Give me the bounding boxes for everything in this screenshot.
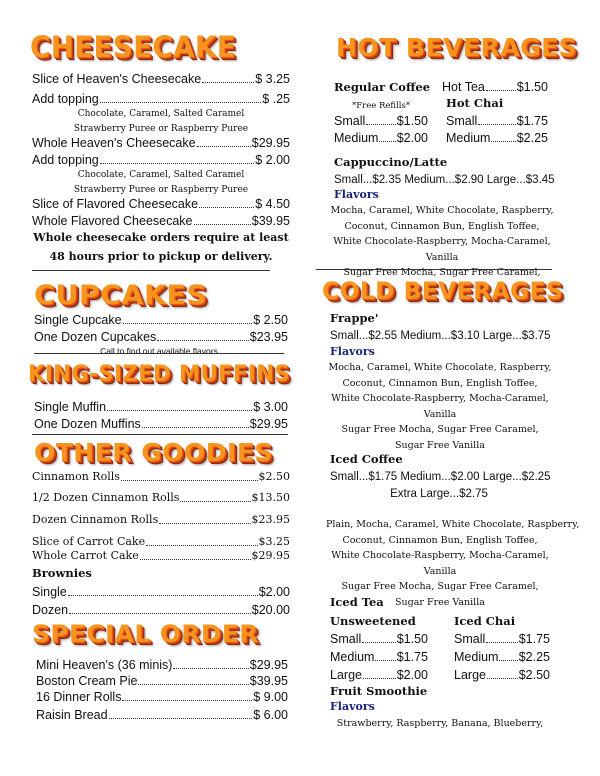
- item-label: Medium: [334, 131, 379, 145]
- item-label: One Dozen Muffins: [34, 417, 141, 431]
- flavor-line: Mocha, Caramel, White Chocolate, Raspberry,: [328, 362, 552, 373]
- item-label: Single: [32, 585, 67, 599]
- cold-beverages-header: COLD BEVERAGES: [322, 277, 564, 305]
- order-note-line-1: Whole cheesecake orders require at least: [33, 231, 289, 244]
- brownies-title: Brownies: [32, 566, 92, 580]
- cheesecake-header: CHEESECAKE: [30, 30, 237, 64]
- divider: [316, 269, 552, 270]
- item-price: $ 6.00: [253, 708, 288, 722]
- smoothie-flavors-list: Strawberry, Raspberry, Banana, Blueberry,: [336, 718, 544, 729]
- item-price: $2.00: [258, 585, 290, 599]
- flavor-line: White Chocolate-Raspberry, Mocha-Caramel,: [331, 550, 549, 561]
- item-price: $ 2.50: [253, 313, 288, 327]
- cappuccino-prices: Small...$2.35 Medium...$2.90 Large...$3.45: [334, 174, 555, 186]
- item-label: Small: [446, 114, 478, 128]
- menu-item-hot-tea: [442, 80, 548, 94]
- item-label: Whole Carrot Cake: [32, 549, 139, 562]
- topping-note-line: Strawberry Puree or Raspberry Puree: [73, 185, 249, 195]
- item-price: $ 3.00: [253, 400, 288, 414]
- menu-item-mini-heavens: [36, 658, 288, 672]
- item-label: Single Muffin: [34, 400, 107, 414]
- item-label: Slice of Carrot Cake: [32, 535, 146, 548]
- flavor-line: White Chocolate-Raspberry, Mocha-Caramel,: [331, 393, 549, 404]
- topping-note-line: Chocolate, Caramel, Salted Caramel: [77, 109, 245, 119]
- item-price: $ 3.25: [255, 72, 290, 86]
- menu-item-iced-chai-small: [454, 632, 550, 646]
- menu-item-single-brownie: [32, 585, 290, 599]
- item-price: $ .25: [262, 92, 290, 106]
- item-label: 16 Dinner Rolls: [36, 690, 122, 704]
- menu-item-whole-heaven: [32, 136, 290, 150]
- iced-coffee-title: Iced Coffee: [330, 452, 403, 466]
- item-label: Boston Cream Pie: [36, 674, 138, 688]
- item-price: $29.95: [249, 417, 288, 431]
- flavor-line: Vanilla: [423, 408, 457, 420]
- special-order-header: SPECIAL ORDER: [32, 620, 259, 648]
- item-price: $23.95: [249, 330, 288, 344]
- cupcakes-flavors-note: Call to find out available flavors: [100, 346, 218, 356]
- item-price: $29.95: [251, 136, 290, 150]
- item-label: Small: [330, 632, 362, 646]
- frappe-flavors-title: Flavors: [330, 345, 375, 358]
- item-label: One Dozen Cupcakes: [34, 330, 157, 344]
- hot-flavors-title: Flavors: [334, 188, 379, 201]
- hot-beverages-header: HOT BEVERAGES: [336, 33, 578, 62]
- menu-item-iced-chai-large: [454, 668, 550, 682]
- item-label: Small: [454, 632, 486, 646]
- flavor-line: Vanilla: [423, 565, 457, 577]
- item-price: $13.50: [251, 491, 290, 504]
- menu-item-dozen-muffins: [34, 417, 288, 431]
- divider: [34, 353, 284, 354]
- smoothie-title: Fruit Smoothie: [330, 684, 428, 698]
- menu-item-coffee-medium: [334, 131, 428, 145]
- flavor-line: White Chocolate-Raspberry, Mocha-Caramel,: [333, 236, 551, 247]
- item-price: $ 9.00: [253, 690, 288, 704]
- frappe-flavors-list: [326, 360, 554, 453]
- flavor-line: Sugar Free Vanilla: [395, 439, 485, 451]
- item-label: Whole Heaven's Cheesecake: [32, 136, 196, 150]
- smoothie-flavors-title: Flavors: [330, 700, 375, 713]
- menu-item-half-dozen-rolls: [32, 491, 290, 505]
- item-price: $1.75: [518, 632, 550, 646]
- item-price: $3.25: [258, 535, 290, 548]
- item-label: Dozen Cinnamon Rolls: [32, 513, 159, 526]
- menu-item-whole-carrot: [32, 549, 290, 563]
- item-price: $39.95: [251, 214, 290, 228]
- topping-note: [32, 168, 290, 198]
- menu-item-dinner-rolls: [36, 690, 288, 704]
- menu-item-coffee-small: [334, 114, 428, 128]
- unsweetened-title: Unsweetened: [330, 614, 416, 628]
- menu-item-tea-medium: [330, 650, 428, 664]
- flavor-line: Coconut, Cinnamon Bun, English Toffee,: [344, 220, 540, 232]
- menu-item-whole-flavored: [32, 214, 290, 228]
- frappe-title: Frappe': [330, 311, 379, 325]
- item-price: $1.50: [396, 632, 428, 646]
- flavor-line: Plain, Mocha, Caramel, White Chocolate, Raspberry,: [326, 519, 580, 530]
- item-label: Add topping: [32, 153, 99, 167]
- item-price: $23.95: [251, 513, 290, 526]
- flavor-line: Sugar Free Vanilla: [395, 596, 485, 608]
- item-label: Slice of Heaven's Cheesecake: [32, 72, 202, 86]
- item-label: Medium: [454, 650, 499, 664]
- menu-item-add-topping-whole: [32, 153, 290, 167]
- iced-coffee-xl: Extra Large...$2.75: [390, 488, 488, 500]
- menu-item-chai-small: [446, 114, 548, 128]
- item-price: $39.95: [249, 674, 288, 688]
- item-label: Small: [334, 114, 366, 128]
- item-price: $2.00: [396, 668, 428, 682]
- menu-item-tea-small: [330, 632, 428, 646]
- flavor-line: Sugar Free Mocha, Sugar Free Caramel,: [343, 267, 541, 278]
- item-label: Add topping: [32, 92, 99, 106]
- flavor-line: Sugar Free Mocha, Sugar Free Caramel,: [341, 424, 539, 435]
- iced-chai-title: Iced Chai: [454, 614, 516, 628]
- item-price: $ 2.00: [255, 153, 290, 167]
- item-label: Hot Tea: [442, 80, 485, 94]
- item-price: $29.95: [251, 549, 290, 562]
- item-label: Mini Heaven's (36 minis): [36, 658, 173, 672]
- item-price: $2.50: [258, 470, 290, 483]
- menu-item-single-cupcake: [34, 313, 288, 327]
- item-price: $2.00: [396, 131, 428, 145]
- item-label: Dozen: [32, 603, 69, 617]
- item-label: Single Cupcake: [34, 313, 122, 327]
- item-price: $1.75: [516, 114, 548, 128]
- item-price: $1.75: [396, 650, 428, 664]
- item-label: Cinnamon Rolls: [32, 470, 120, 483]
- menu-item-iced-chai-medium: [454, 650, 550, 664]
- item-label: Raisin Bread: [36, 708, 108, 722]
- menu-item-slice-flavored: [32, 197, 290, 211]
- menu-item-boston-cream: [36, 674, 288, 688]
- cappuccino-title: Cappuccino/Latte: [334, 155, 448, 169]
- topping-note: [32, 107, 290, 137]
- item-price: $20.00: [251, 603, 290, 617]
- divider: [32, 434, 288, 435]
- flavor-line: Mocha, Caramel, White Chocolate, Raspberry,: [330, 205, 554, 216]
- topping-note-line: Strawberry Puree or Raspberry Puree: [73, 124, 249, 134]
- iced-tea-title: Iced Tea: [330, 595, 384, 609]
- goodies-header: OTHER GOODIES: [34, 438, 273, 467]
- menu-item-slice-heaven: [32, 72, 290, 86]
- muffins-header: KING-SIZED MUFFINS: [28, 362, 291, 387]
- menu-item-add-topping-slice: [32, 92, 290, 106]
- menu-item-single-muffin: [34, 400, 288, 414]
- free-refills-note: *Free Refills*: [352, 101, 411, 111]
- item-label: 1/2 Dozen Cinnamon Rolls: [32, 491, 180, 504]
- menu-item-dozen-cupcakes: [34, 330, 288, 344]
- divider: [32, 270, 270, 271]
- order-note-line-2: 48 hours prior to pickup or delivery.: [49, 250, 273, 263]
- item-price: $ 4.50: [255, 197, 290, 211]
- item-label: Medium: [330, 650, 375, 664]
- item-price: $2.25: [518, 650, 550, 664]
- regular-coffee-title: Regular Coffee: [334, 80, 431, 94]
- menu-item-dozen-rolls: [32, 513, 290, 527]
- topping-note-line: Chocolate, Caramel, Salted Caramel: [77, 170, 245, 180]
- hot-chai-title: Hot Chai: [446, 96, 504, 110]
- menu-item-raisin-bread: [36, 708, 288, 722]
- item-price: $29.95: [249, 658, 288, 672]
- item-price: $2.50: [518, 668, 550, 682]
- frappe-prices: Small...$2.55 Medium...$3.10 Large...$3.75: [330, 330, 551, 342]
- iced-coffee-prices: Small...$1.75 Medium...$2.00 Large...$2.25: [330, 471, 551, 483]
- item-label: Large: [330, 668, 362, 682]
- menu-item-tea-large: [330, 668, 428, 682]
- flavor-line: Coconut, Cinnamon Bun, English Toffee,: [342, 377, 538, 389]
- item-price: $2.25: [516, 131, 548, 145]
- item-label: Whole Flavored Cheesecake: [32, 214, 193, 228]
- item-label: Slice of Flavored Cheesecake: [32, 197, 199, 211]
- menu-item-dozen-brownies: [32, 603, 290, 617]
- menu-item-slice-carrot: [32, 535, 290, 549]
- flavor-line: Sugar Free Mocha, Sugar Free Caramel,: [341, 581, 539, 592]
- flavor-line: Coconut, Cinnamon Bun, English Toffee,: [342, 534, 538, 546]
- item-label: Medium: [446, 131, 491, 145]
- item-price: $1.50: [396, 114, 428, 128]
- cupcakes-header: CUPCAKES: [34, 280, 208, 311]
- flavor-line: Vanilla: [425, 251, 459, 263]
- item-price: $1.50: [516, 80, 548, 94]
- menu-item-chai-medium: [446, 131, 548, 145]
- item-label: Large: [454, 668, 486, 682]
- menu-item-cinnamon-rolls: [32, 470, 290, 484]
